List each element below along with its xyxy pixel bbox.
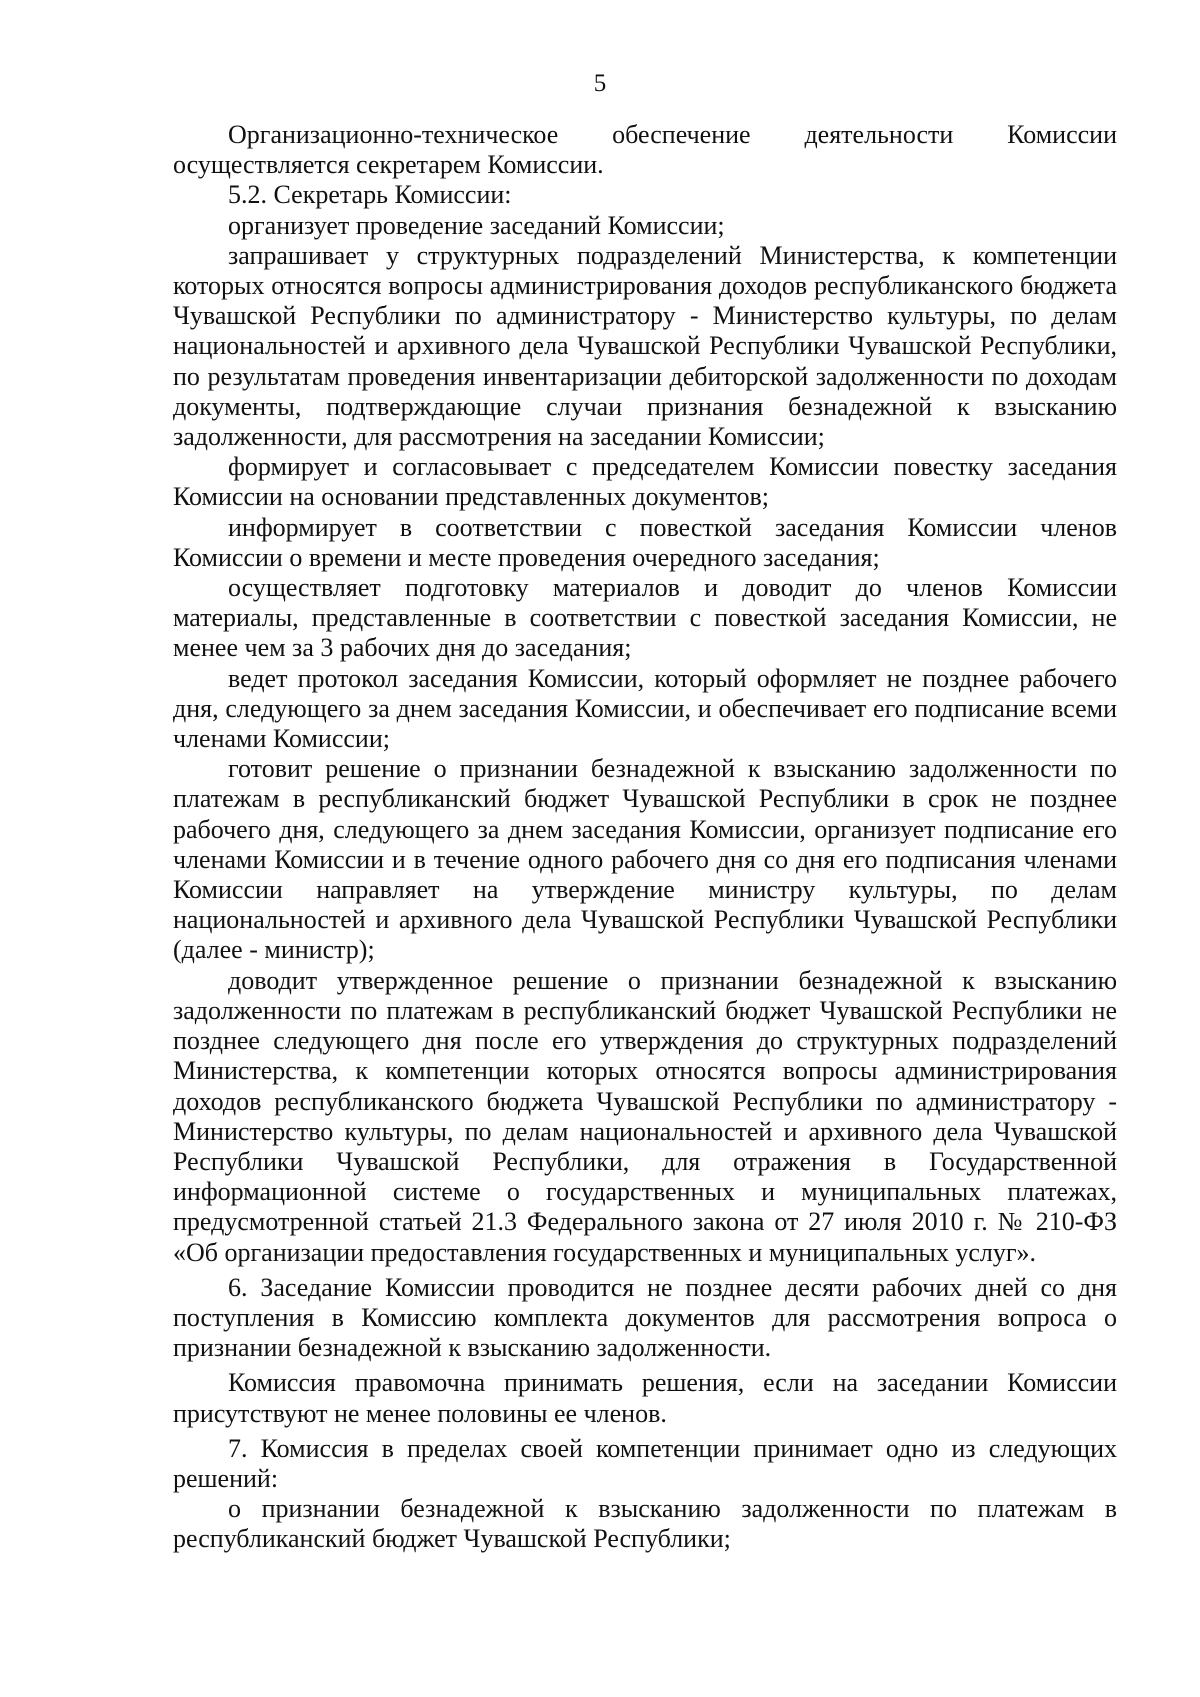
paragraph-forms-agenda: формирует и согласовывает с председателем Комиссии повестку заседания Комиссии на основании представленных документов; — [173, 452, 1117, 512]
paragraph-clause-6: 6. Заседание Комиссии проводится не позднее десяти рабочих дней со дня поступления в Комиссию комплекта документов для рассмотрения вопроса о признании безнадежной к взысканию задолженности. — [173, 1272, 1117, 1363]
paragraph-informs-members: информирует в соответствии с повесткой заседания Комиссии членов Комиссии о времени и месте проведения очередного заседания; — [173, 512, 1117, 572]
paragraph-delivers-decision: доводит утвержденное решение о признании безнадежной к взысканию задолженности по платежам в республиканский бюджет Чувашской Республики не позднее следующего дня после его утверждения до структурных подразделений Министерства, к компетенции которых относятся вопросы администрирования доходов республиканского бюджета Чувашской Республики по администратору - Министерство культуры, по делам национальностей и архивного дела Чувашской Республики Чувашской Республики, для отражения в Государственной информационной системе о государственных и муниципальных платежах, предусмотренной статьей 21.3 Федерального закона от 27 июля 2010 г. № 210-ФЗ «Об организации предоставления государственных и муниципальных услуг». — [173, 965, 1117, 1267]
paragraph-organizes-meetings: организует проведение заседаний Комиссии; — [228, 210, 725, 240]
paragraph-clause-5-2: 5.2. Секретарь Комиссии: — [228, 180, 512, 210]
document-body — [173, 120, 1117, 1555]
page-number: 5 — [593, 70, 607, 97]
paragraph-organizational-support: Организационно-техническое обеспечение деятельности Комиссии осуществляется секретарем Комиссии. — [173, 120, 1117, 180]
paragraph-clause-7: 7. Комиссия в пределах своей компетенции принимает одно из следующих решений: — [173, 1433, 1117, 1493]
paragraph-quorum: Комиссия правомочна принимать решения, если на заседании Комиссии присутствуют не менее половины ее членов. — [173, 1368, 1117, 1428]
paragraph-prepares-materials: осуществляет подготовку материалов и доводит до членов Комиссии материалы, представленные в соответствии с повесткой заседания Комиссии, не менее чем за 3 рабочих дня до заседания; — [173, 573, 1117, 663]
paragraph-prepares-decision: готовит решение о признании безнадежной к взысканию задолженности по платежам в республиканский бюджет Чувашской Республики в срок не позднее рабочего дня, следующего за днем заседания Комиссии, организует подписание его членами Комиссии и в течение одного рабочего дня со дня его подписания членами Комиссии направляет на утверждение министру культуры, по делам национальностей и архивного дела Чувашской Республики Чувашской Республики (далее - министр); — [173, 754, 1117, 965]
paragraph-requests-documents: запрашивает у структурных подразделений Министерства, к компетенции которых относятся вопросы администрирования доходов республиканского бюджета Чувашской Республики по администратору - Министерство культуры, по делам национальностей и архивного дела Чувашской Республики Чувашской Республики, по результатам проведения инвентаризации дебиторской задолженности по доходам документы, подтверждающие случаи признания безнадежной к взысканию задолженности, для рассмотрения на заседании Комиссии; — [173, 240, 1117, 452]
paragraph-keeps-protocol: ведет протокол заседания Комиссии, который оформляет не позднее рабочего дня, следующего за днем заседания Комиссии, и обеспечивает его подписание всеми членами Комиссии; — [173, 663, 1117, 754]
paragraph-decision-option-1: о признании безнадежной к взысканию задолженности по платежам в республиканский бюджет Чувашской Республики; — [173, 1494, 1117, 1554]
